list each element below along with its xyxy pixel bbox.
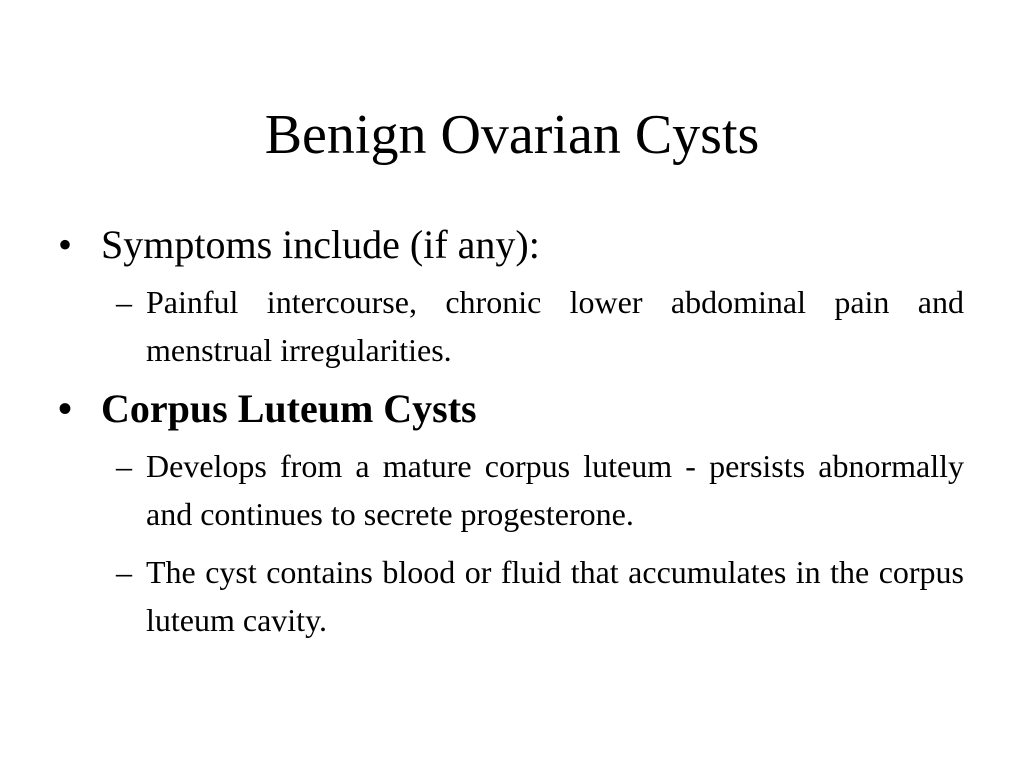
sub-bullet-text: The cyst contains blood or fluid that accumulates in the corpus luteum cavity. (146, 554, 964, 638)
sub-bullet-marker: – (116, 448, 132, 484)
slide-title: Benign Ovarian Cysts (264, 104, 760, 166)
slide-content (58, 220, 964, 654)
bullet-marker: • (58, 222, 73, 267)
sub-bullet-text: Painful intercourse, chronic lower abdominal pain and menstrual irregularities. (146, 284, 964, 368)
sub-bullet-develops (58, 442, 964, 538)
bullet-symptoms (58, 220, 964, 270)
bullet-text: Symptoms include (if any): (101, 222, 540, 267)
bullet-text: Corpus Luteum Cysts (101, 386, 477, 431)
sub-bullet-symptoms-list (58, 278, 964, 374)
sub-bullet-marker: – (116, 284, 132, 320)
sub-bullet-text: Develops from a mature corpus luteum - persists abnormally and continues to secrete progesterone. (146, 448, 964, 532)
sub-bullet-contains (58, 548, 964, 644)
bullet-corpus-luteum-cysts (58, 384, 964, 434)
sub-bullet-marker: – (116, 554, 132, 590)
bullet-marker: • (58, 386, 73, 431)
